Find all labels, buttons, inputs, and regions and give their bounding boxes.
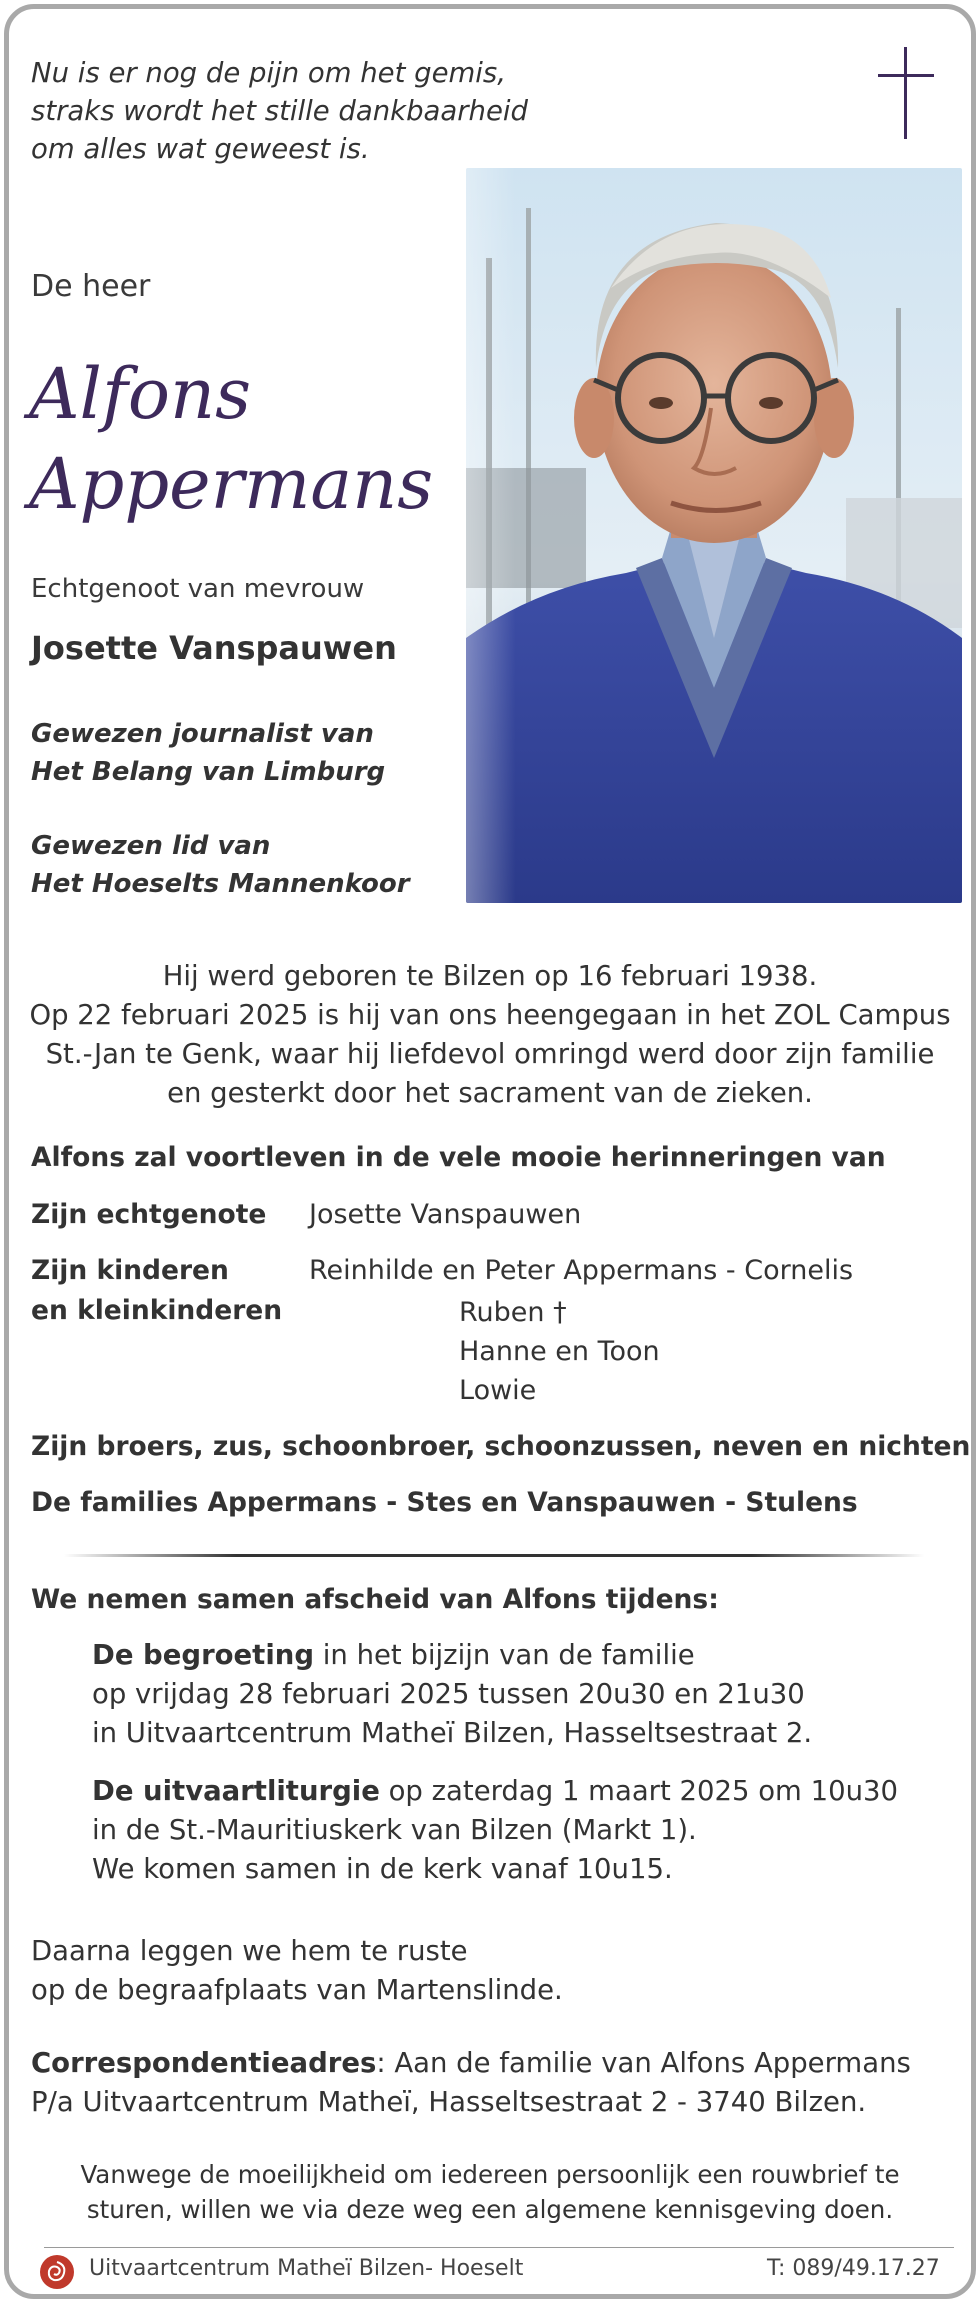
footer-divider [44,2247,954,2248]
correspondence-address: P/a Uitvaartcentrum Matheï, Hasseltsestraat 2 - 3740 Bilzen. [31,2086,867,2118]
children-label: Zijn kinderen en kleinkinderen [31,1255,283,1326]
correspondence-label: Correspondentieadres [31,2047,377,2079]
spouse-value: Josette Vanspauwen [309,1199,582,1230]
deceased-name: Alfons Appermans [29,353,434,525]
obituary-card [4,4,976,2299]
siblings-line: Zijn broers, zus, schoonbroer, schoonzussen, neven en nichten [31,1431,971,1462]
poem: Nu is er nog de pijn om het gemis, straks wordt het stille dankbaarheid om alles wat geweest is. [31,57,529,165]
cross-icon [878,47,934,139]
liturgy-title: De uitvaartliturgie [92,1775,380,1807]
liturgy-date: op zaterdag 1 maart 2025 om 10u30 [379,1775,898,1807]
footer-company: Uitvaartcentrum Matheï Bilzen- Hoeselt [89,2256,524,2281]
greeting-location: in Uitvaartcentrum Matheï Bilzen, Hasseltsestraat 2. [92,1717,813,1749]
memory-intro: Alfons zal voortleven in de vele mooie herinneringen van [31,1142,886,1173]
liturgy-gathering: We komen samen in de kerk vanaf 10u15. [92,1853,673,1885]
burial-block [31,1932,563,2010]
divider [64,1554,924,1557]
children-value: Reinhilde en Peter Appermans - Cornelis [309,1255,854,1286]
families-line: De families Appermans - Stes en Vanspauwen - Stulens [31,1487,858,1518]
burial-place: op de begraafplaats van Martenslinde. [31,1974,563,2006]
portrait-illustration [466,168,962,903]
greeting-title: De begroeting [92,1639,315,1671]
role-journalist: Gewezen journalist van Het Belang van Limburg [31,719,386,787]
greeting-block [92,1636,812,1753]
role-choir: Gewezen lid van Het Hoeselts Mannenkoor [31,831,410,899]
title-prefix: De heer [31,269,151,304]
greeting-line: in het bijzijn van de familie [314,1639,695,1671]
spouse-name: Josette Vanspauwen [31,629,397,667]
footer-phone: T: 089/49.17.27 [767,2256,940,2281]
birth-and-death-text: Hij werd geboren te Bilzen op 16 februari 1938. Op 22 februari 2025 is hij van ons heengegaan in het ZOL Campus St.-Jan te Genk, waar hij liefdevol omringd werd door zijn familie en gesterkt door het sacrament van de zieken. [29,960,951,1109]
correspondence-line: : Aan de familie van Alfons Appermans [376,2047,911,2079]
liturgy-location: in de St.-Mauritiuskerk van Bilzen (Markt 1). [92,1814,697,1846]
liturgy-block [92,1772,898,1889]
burial-line: Daarna leggen we hem te ruste [31,1935,468,1967]
rose-logo-icon [39,2254,75,2290]
grandchild-item: Ruben † [459,1297,567,1328]
greeting-date: op vrijdag 28 februari 2025 tussen 20u30 en 21u30 [92,1678,805,1710]
grandchild-item: Lowie [459,1375,537,1406]
correspondence-block [31,2044,911,2122]
general-notice: Vanwege de moeilijkheid om iedereen persoonlijk een rouwbrief te sturen, willen we via deze weg een algemene kennisgeving doen. [80,2160,900,2224]
farewell-intro: We nemen samen afscheid van Alfons tijdens: [31,1584,719,1615]
spouse-intro: Echtgenoot van mevrouw [31,574,365,604]
portrait-photo [466,168,962,903]
grandchild-item: Hanne en Toon [459,1336,660,1367]
spouse-label: Zijn echtgenote [31,1199,267,1230]
